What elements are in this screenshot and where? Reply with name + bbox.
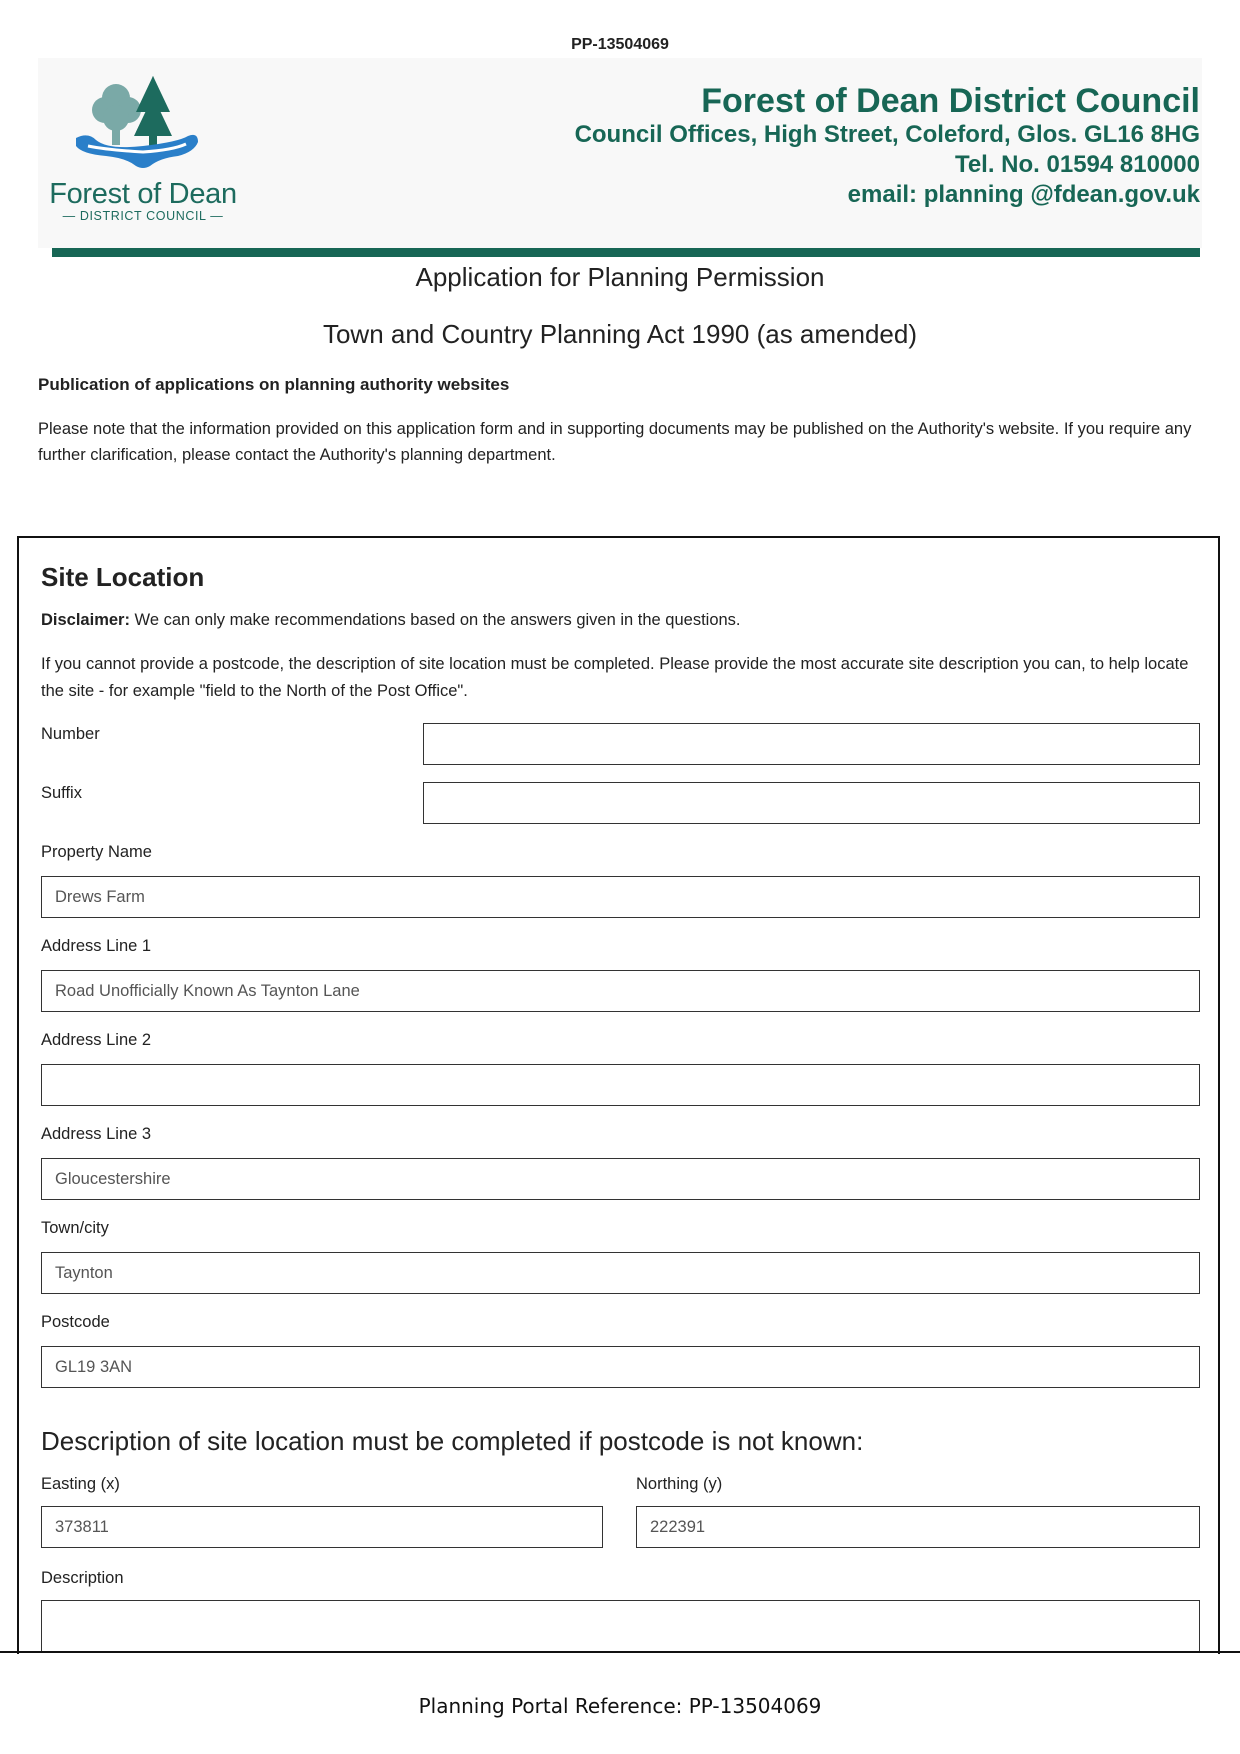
tree-icon: [92, 84, 141, 145]
suffix-field[interactable]: [423, 782, 1200, 824]
description-textarea[interactable]: [41, 1600, 1200, 1652]
number-field[interactable]: [423, 723, 1200, 765]
address-line-2-field[interactable]: [41, 1064, 1200, 1106]
document-title: Application for Planning Permission: [415, 262, 825, 292]
council-telephone: Tel. No. 01594 810000: [954, 151, 1200, 178]
town-city-field[interactable]: Taynton: [41, 1252, 1200, 1294]
address-line-2-label: Address Line 2: [41, 1031, 152, 1049]
description-heading: Description of site location must be completed if postcode is not known:: [41, 1426, 864, 1456]
property-name-field[interactable]: Drews Farm: [41, 876, 1200, 918]
address-line-1-label: Address Line 1: [41, 937, 152, 955]
logo-name: Forest of Dean: [49, 178, 237, 210]
easting-label: Easting (x): [41, 1475, 120, 1493]
northing-field[interactable]: 222391: [636, 1506, 1200, 1548]
town-city-label: Town/city: [41, 1219, 109, 1237]
pine-tree-icon: [134, 76, 172, 148]
footer-reference: Planning Portal Reference: PP-13504069: [418, 1694, 822, 1718]
publication-text: Please note that the information provided on this application form and in supporting documents may be published on the Authority's website. If you require any further clarification, please contact the Authority's planning department.: [38, 420, 1192, 464]
postcode-field[interactable]: GL19 3AN: [41, 1346, 1200, 1388]
description-label: Description: [41, 1569, 124, 1587]
instructions-text: If you cannot provide a postcode, the description of site location must be completed. Please provide the most accurate site description you can, to help locate the site - for example "field to the North of the Post Office".: [41, 655, 1189, 700]
logo-subtitle-text: DISTRICT COUNCIL: [79, 209, 207, 223]
council-address: Council Offices, High Street, Coleford, Glos. GL16 8HG: [574, 121, 1200, 148]
postcode-label: Postcode: [41, 1313, 110, 1331]
address-line-1-field[interactable]: Road Unofficially Known As Taynton Lane: [41, 970, 1200, 1012]
northing-label: Northing (y): [636, 1475, 723, 1493]
header-divider: [52, 248, 1200, 257]
address-line-3-field[interactable]: Gloucestershire: [41, 1158, 1200, 1200]
reference-number: PP-13504069: [571, 36, 669, 53]
easting-field[interactable]: 373811: [41, 1506, 603, 1548]
disclaimer-label: Disclaimer:: [41, 611, 130, 629]
logo-subtitle: — DISTRICT COUNCIL —: [62, 209, 224, 223]
council-name: Forest of Dean District Council: [701, 82, 1200, 120]
disclaimer: [41, 607, 1201, 634]
council-contact-block: [575, 82, 1200, 210]
property-name-label: Property Name: [41, 843, 152, 861]
footer-divider: [0, 1651, 1240, 1653]
document-subtitle: Town and Country Planning Act 1990 (as amended): [322, 319, 918, 349]
disclaimer-text: We can only make recommendations based on the answers given in the questions.: [129, 611, 741, 629]
number-label: Number: [41, 725, 100, 743]
suffix-label: Suffix: [41, 784, 82, 802]
publication-heading: Publication of applications on planning authority websites: [38, 375, 510, 394]
address-line-3-label: Address Line 3: [41, 1125, 152, 1143]
council-email: email: planning @fdean.gov.uk: [847, 181, 1200, 208]
section-title: Site Location: [41, 562, 205, 592]
